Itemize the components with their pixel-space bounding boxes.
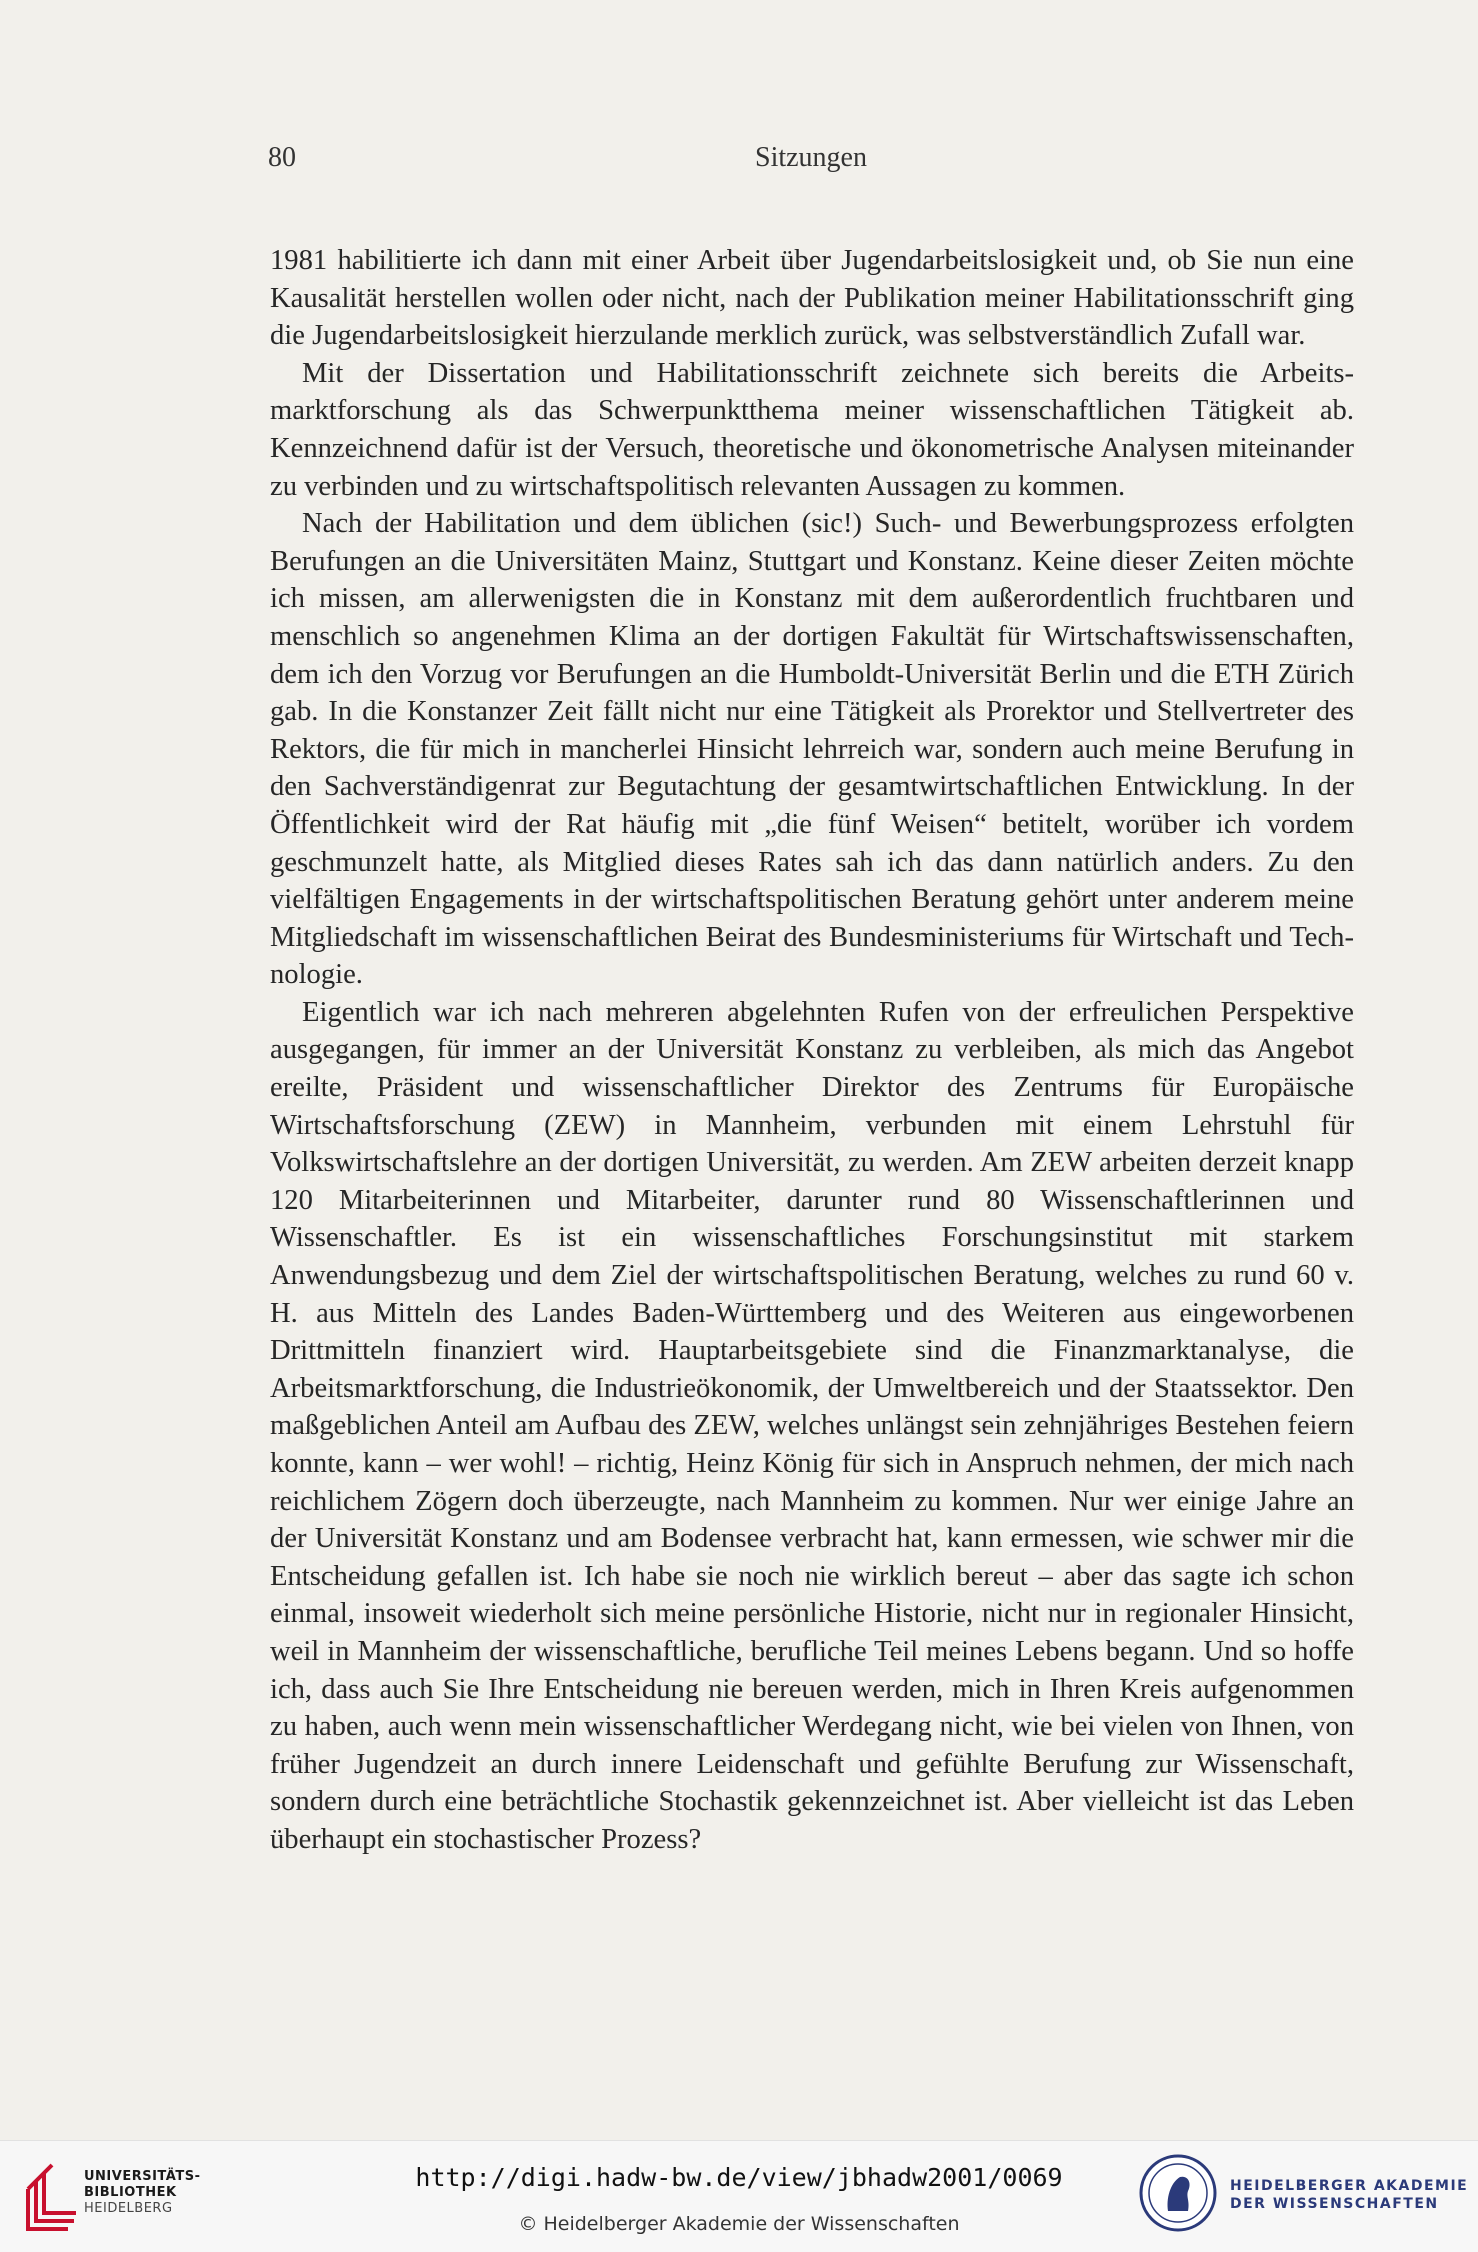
academy-seal-icon <box>1138 2153 1218 2233</box>
permalink[interactable]: http://digi.hadw-bw.de/view/jbhadw2001/0069 <box>415 2163 1063 2192</box>
paragraph: 1981 habilitierte ich dann mit einer Arbeit über Jugendarbeitslosigkeit und, ob Sie nun eine Kausalität herstellen wollen oder nicht, nach der Publikation meiner Habilitationsschrift ging die Jugendarbeitslosigkeit hierzulande merklich zurück, was selbstverständlich Zufall war. <box>270 245 1354 352</box>
university-library-name: UNIVERSITÄTS- BIBLIOTHEK HEIDELBERG <box>84 2169 201 2216</box>
paragraph: Eigentlich war ich nach mehreren abgelehnten Rufen von der erfreulichen Perspektive ausgegangen, für immer an der Universität Konstanz zu verbleiben, als mich das Angebot ereilte, Präsident und wissenschaftlicher Direktor des Zentrums für Europäische Wirtschaftsforschung (ZEW) in Mannheim, verbunden mit einem Lehrstuhl für Volkswirtschaftslehre an der dortigen Universität, zu werden. Am ZEW arbeiten derzeit knapp 120 Mitarbeiterinnen und Mitarbeiter, darunter rund 80 Wissenschaftlerinnen und Wissenschaftler. Es ist ein wissenschaftliches Forschungsinstitut mit starkem Anwendungsbezug und dem Ziel der wirtschaftspolitischen Beratung, welches zu rund 60 v. H. aus Mitteln des Landes Baden-Württemberg und des Weiteren aus eingeworbenen Drittmitteln finanziert wird. Hauptarbeitsgebiete sind die Finanzmarktanalyse, die Arbeitsmarktforschung, die Industrieökonomik, der Umweltbereich und der Staatssektor. Den maßgeblichen Anteil am Aufbau des ZEW, welches unlängst sein zehnjähriges Bestehen feiern konnte, kann – wer wohl! – richtig, Heinz König für sich in Anspruch nehmen, der mich nach reichlichem Zögern doch überzeugte, nach Mannheim zu kommen. Nur wer einige Jahre an der Universität Konstanz und am Bodensee verbracht hat, kann ermessen, wie schwer mir die Entscheidung gefallen ist. Ich habe sie noch nie wirklich bereut – aber das sagte ich schon einmal, insoweit wiederholt sich meine persönliche Historie, nicht nur in regionaler Hinsicht, weil in Mannheim der wissenschaftliche, berufliche Teil meines Lebens begann. Und so hoffe ich, dass auch Sie Ihre Entscheidung nie bereuen werden, mich in Ihren Kreis aufgenommen zu haben, auch wenn mein wissenschaftlicher Werdegang nicht, wie bei vielen von Ihnen, von früher Jugendzeit an durch innere Leidenschaft und gefühlte Berufung zur Wissenschaft, sondern durch eine beträchtliche Stochastik gekennzeichnet ist. Aber vielleicht ist das Leben überhaupt ein stochastischer Prozess? <box>270 996 1354 1855</box>
running-title: Sitzungen <box>755 142 867 173</box>
academy-name: HEIDELBERGER AKADEMIE DER WISSENSCHAFTEN <box>1230 2178 1469 2212</box>
paragraph: Mit der Dissertation und Habilitationsschrift zeichnete sich bereits die Arbeitsmarktforschung als das Schwerpunktthema meiner wissenschaftlichen Tätigkeit ab. Kennzeichnend dafür ist der Versuch, theoretische und ökonometrische Analysen miteinander zu verbinden und zu wirtschaftspolitisch relevanten Aussagen zu kommen. <box>270 357 1354 502</box>
page-header <box>268 142 1354 182</box>
page-number: 80 <box>268 142 296 173</box>
copyright-notice: © Heidelberger Akademie der Wissenschaften <box>518 2213 960 2235</box>
paragraph: Nach der Habilitation und dem üblichen (sic!) Such- und Bewerbungsprozess erfolgten Berufungen an die Universitäten Mainz, Stuttgart und Konstanz. Keine dieser Zeiten möchte ich missen, am allerwenigsten die in Konstanz mit dem außerordentlich fruchtbaren und menschlich so angenehmen Klima an der dortigen Fakultät für Wirtschaftswissenschaften, dem ich den Vorzug vor Berufungen an die Humboldt-Universität Berlin und die ETH Zürich gab. In die Konstanzer Zeit fällt nicht nur eine Tätigkeit als Prorektor und Stellvertreter des Rektors, die für mich in mancherlei Hinsicht lehrreich war, sondern auch meine Berufung in den Sachverständigenrat zur Begutachtung der gesamtwirtschaftlichen Entwicklung. In der Öffentlichkeit wird der Rat häufig mit „die fünf Weisen“ betitelt, worüber ich vordem geschmunzelt hatte, als Mitglied dieses Rates sah ich das dann natürlich anders. Zu den vielfältigen Engagements in der wirtschaftspolitischen Beratung gehört unter anderem meine Mitgliedschaft im wissenschaftlichen Beirat des Bundesministeriums für Wirtschaft und Technologie. <box>270 508 1354 991</box>
viewer-footer <box>0 2140 1478 2252</box>
body-text <box>270 242 1354 1859</box>
